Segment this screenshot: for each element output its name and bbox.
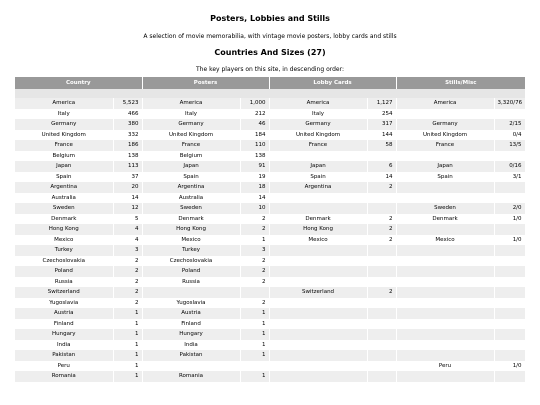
country-name: Germany bbox=[15, 119, 113, 130]
stills-count: 3/1 bbox=[494, 172, 525, 183]
country-name: United Kingdom bbox=[15, 130, 113, 141]
posters-count: 184 bbox=[240, 130, 269, 141]
lobby-country: Denmark bbox=[269, 214, 367, 225]
country-name: Sweden bbox=[15, 203, 113, 214]
lobby-country: United Kingdom bbox=[269, 130, 367, 141]
table-body bbox=[15, 89, 525, 382]
country-total: 20 bbox=[113, 182, 142, 193]
posters-country bbox=[142, 287, 240, 298]
posters-count: 46 bbox=[240, 119, 269, 130]
lobby-count: 317 bbox=[367, 119, 396, 130]
stills-count bbox=[494, 329, 525, 340]
lobby-count: 2 bbox=[367, 214, 396, 225]
stills-count bbox=[494, 109, 525, 120]
posters-country: Russia bbox=[142, 277, 240, 288]
posters-country: Pakistan bbox=[142, 350, 240, 361]
table-row bbox=[15, 140, 525, 151]
posters-country: Argentina bbox=[142, 182, 240, 193]
table-row bbox=[15, 277, 525, 288]
posters-country: Yugoslavia bbox=[142, 298, 240, 309]
posters-count: 2 bbox=[240, 277, 269, 288]
lobby-country bbox=[269, 266, 367, 277]
country-total: 138 bbox=[113, 151, 142, 162]
posters-count: 2 bbox=[240, 214, 269, 225]
posters-country: United Kingdom bbox=[142, 130, 240, 141]
country-total: 5 bbox=[113, 214, 142, 225]
stills-count bbox=[494, 245, 525, 256]
posters-count: 1,000 bbox=[240, 98, 269, 109]
country-name: Denmark bbox=[15, 214, 113, 225]
page-subtitle: A selection of movie memorabilia, with vintage movie posters, lobby cards and stills bbox=[143, 33, 397, 40]
table-row bbox=[15, 308, 525, 319]
country-name: France bbox=[15, 140, 113, 151]
posters-country: Austria bbox=[142, 308, 240, 319]
intro-text: The key players on this site, in descending order: bbox=[196, 66, 344, 73]
country-name: Yugoslavia bbox=[15, 298, 113, 309]
country-total: 12 bbox=[113, 203, 142, 214]
stills-country: Germany bbox=[396, 119, 494, 130]
stills-country bbox=[396, 151, 494, 162]
posters-country: France bbox=[142, 140, 240, 151]
lobby-count bbox=[367, 245, 396, 256]
country-name: Peru bbox=[15, 361, 113, 372]
stills-country bbox=[396, 319, 494, 330]
stills-country bbox=[396, 182, 494, 193]
country-name: Mexico bbox=[15, 235, 113, 246]
posters-country: Hungary bbox=[142, 329, 240, 340]
stills-count bbox=[494, 371, 525, 382]
posters-country: Czechoslovakia bbox=[142, 256, 240, 267]
lobby-country bbox=[269, 371, 367, 382]
lobby-country bbox=[269, 256, 367, 267]
stills-count bbox=[494, 256, 525, 267]
posters-country: Italy bbox=[142, 109, 240, 120]
country-name: Pakistan bbox=[15, 350, 113, 361]
posters-count: 2 bbox=[240, 266, 269, 277]
posters-country: Spain bbox=[142, 172, 240, 183]
lobby-country: France bbox=[269, 140, 367, 151]
table-row bbox=[15, 319, 525, 330]
posters-count: 18 bbox=[240, 182, 269, 193]
posters-country: Australia bbox=[142, 193, 240, 204]
page-title: Posters, Lobbies and Stills bbox=[210, 14, 330, 23]
table-row bbox=[15, 245, 525, 256]
lobby-count bbox=[367, 193, 396, 204]
posters-count: 19 bbox=[240, 172, 269, 183]
posters-country: Belgium bbox=[142, 151, 240, 162]
lobby-count bbox=[367, 203, 396, 214]
lobby-country: Switzerland bbox=[269, 287, 367, 298]
lobby-country bbox=[269, 350, 367, 361]
stills-country bbox=[396, 287, 494, 298]
stills-country bbox=[396, 245, 494, 256]
country-name: Argentina bbox=[15, 182, 113, 193]
posters-count: 91 bbox=[240, 161, 269, 172]
posters-country: Sweden bbox=[142, 203, 240, 214]
country-name: Austria bbox=[15, 308, 113, 319]
country-total: 186 bbox=[113, 140, 142, 151]
country-total: 4 bbox=[113, 224, 142, 235]
stills-count: 2/15 bbox=[494, 119, 525, 130]
country-total: 3 bbox=[113, 245, 142, 256]
posters-country: Turkey bbox=[142, 245, 240, 256]
country-name: India bbox=[15, 340, 113, 351]
country-total: 2 bbox=[113, 266, 142, 277]
posters-count: 1 bbox=[240, 350, 269, 361]
lobby-count: 58 bbox=[367, 140, 396, 151]
country-total: 5,523 bbox=[113, 98, 142, 109]
country-total: 37 bbox=[113, 172, 142, 183]
lobby-count bbox=[367, 151, 396, 162]
lobby-country bbox=[269, 319, 367, 330]
table-spacer-row bbox=[15, 89, 525, 98]
country-name: Japan bbox=[15, 161, 113, 172]
header-posters: Posters bbox=[142, 77, 269, 89]
lobby-count: 254 bbox=[367, 109, 396, 120]
posters-count: 212 bbox=[240, 109, 269, 120]
country-total: 113 bbox=[113, 161, 142, 172]
lobby-count bbox=[367, 308, 396, 319]
posters-count: 138 bbox=[240, 151, 269, 162]
countries-table bbox=[15, 77, 526, 382]
stills-country bbox=[396, 224, 494, 235]
table-row bbox=[15, 119, 525, 130]
posters-count: 1 bbox=[240, 235, 269, 246]
lobby-count: 2 bbox=[367, 235, 396, 246]
lobby-count: 2 bbox=[367, 287, 396, 298]
posters-country bbox=[142, 361, 240, 372]
table-row bbox=[15, 193, 525, 204]
stills-country bbox=[396, 266, 494, 277]
lobby-count: 144 bbox=[367, 130, 396, 141]
country-total: 1 bbox=[113, 361, 142, 372]
stills-country: Peru bbox=[396, 361, 494, 372]
country-total: 1 bbox=[113, 340, 142, 351]
lobby-country: Germany bbox=[269, 119, 367, 130]
stills-count bbox=[494, 193, 525, 204]
posters-country: Poland bbox=[142, 266, 240, 277]
country-name: Spain bbox=[15, 172, 113, 183]
posters-country: Finland bbox=[142, 319, 240, 330]
lobby-count bbox=[367, 361, 396, 372]
lobby-count bbox=[367, 319, 396, 330]
header-country: Country bbox=[15, 77, 142, 89]
lobby-count bbox=[367, 266, 396, 277]
country-total: 2 bbox=[113, 277, 142, 288]
stills-count: 2/0 bbox=[494, 203, 525, 214]
posters-country: Romania bbox=[142, 371, 240, 382]
posters-count: 1 bbox=[240, 340, 269, 351]
table-row bbox=[15, 329, 525, 340]
country-total: 1 bbox=[113, 308, 142, 319]
posters-country: America bbox=[142, 98, 240, 109]
country-name: Romania bbox=[15, 371, 113, 382]
stills-count bbox=[494, 308, 525, 319]
lobby-country: Mexico bbox=[269, 235, 367, 246]
stills-country: Mexico bbox=[396, 235, 494, 246]
stills-country bbox=[396, 371, 494, 382]
posters-count: 110 bbox=[240, 140, 269, 151]
country-total: 1 bbox=[113, 319, 142, 330]
posters-count: 2 bbox=[240, 224, 269, 235]
table-row bbox=[15, 371, 525, 382]
posters-country: Japan bbox=[142, 161, 240, 172]
lobby-country bbox=[269, 203, 367, 214]
stills-count: 13/5 bbox=[494, 140, 525, 151]
table-row bbox=[15, 361, 525, 372]
posters-country: Germany bbox=[142, 119, 240, 130]
lobby-country bbox=[269, 245, 367, 256]
country-total: 1 bbox=[113, 350, 142, 361]
lobby-count bbox=[367, 277, 396, 288]
country-total: 2 bbox=[113, 287, 142, 298]
country-name: Turkey bbox=[15, 245, 113, 256]
table-row bbox=[15, 235, 525, 246]
posters-country: India bbox=[142, 340, 240, 351]
stills-country: Japan bbox=[396, 161, 494, 172]
lobby-count bbox=[367, 298, 396, 309]
lobby-country: Hong Kong bbox=[269, 224, 367, 235]
stills-country: United Kingdom bbox=[396, 130, 494, 141]
posters-count: 14 bbox=[240, 193, 269, 204]
country-total: 380 bbox=[113, 119, 142, 130]
stills-count bbox=[494, 224, 525, 235]
table-row bbox=[15, 266, 525, 277]
table-row bbox=[15, 224, 525, 235]
posters-country: Mexico bbox=[142, 235, 240, 246]
stills-country: France bbox=[396, 140, 494, 151]
stills-count bbox=[494, 319, 525, 330]
stills-count: 1/0 bbox=[494, 235, 525, 246]
stills-country bbox=[396, 193, 494, 204]
stills-count bbox=[494, 287, 525, 298]
lobby-country bbox=[269, 329, 367, 340]
stills-count bbox=[494, 277, 525, 288]
posters-count: 1 bbox=[240, 371, 269, 382]
posters-count: 3 bbox=[240, 245, 269, 256]
stills-count: 1/0 bbox=[494, 214, 525, 225]
country-name: Italy bbox=[15, 109, 113, 120]
table-row bbox=[15, 109, 525, 120]
lobby-count bbox=[367, 256, 396, 267]
country-name: Hong Kong bbox=[15, 224, 113, 235]
stills-count bbox=[494, 266, 525, 277]
stills-count: 0/4 bbox=[494, 130, 525, 141]
lobby-count: 1,127 bbox=[367, 98, 396, 109]
table-row bbox=[15, 182, 525, 193]
stills-count: 1/0 bbox=[494, 361, 525, 372]
lobby-count bbox=[367, 350, 396, 361]
stills-country bbox=[396, 340, 494, 351]
lobby-country bbox=[269, 361, 367, 372]
table-row bbox=[15, 214, 525, 225]
stills-count bbox=[494, 340, 525, 351]
header-stills-misc: Stills/Misc bbox=[396, 77, 525, 89]
lobby-country bbox=[269, 151, 367, 162]
stills-country bbox=[396, 109, 494, 120]
country-name: Czechoslovakia bbox=[15, 256, 113, 267]
table-row bbox=[15, 151, 525, 162]
table-row bbox=[15, 172, 525, 183]
stills-count bbox=[494, 182, 525, 193]
lobby-country: Japan bbox=[269, 161, 367, 172]
lobby-country: Spain bbox=[269, 172, 367, 183]
lobby-country bbox=[269, 277, 367, 288]
stills-country: Denmark bbox=[396, 214, 494, 225]
lobby-country bbox=[269, 193, 367, 204]
table-row bbox=[15, 98, 525, 109]
country-total: 2 bbox=[113, 256, 142, 267]
posters-count bbox=[240, 287, 269, 298]
posters-count: 2 bbox=[240, 298, 269, 309]
lobby-country: Italy bbox=[269, 109, 367, 120]
posters-count: 1 bbox=[240, 308, 269, 319]
posters-count: 1 bbox=[240, 329, 269, 340]
country-total: 14 bbox=[113, 193, 142, 204]
lobby-country bbox=[269, 298, 367, 309]
table-row bbox=[15, 287, 525, 298]
stills-country: America bbox=[396, 98, 494, 109]
lobby-count: 2 bbox=[367, 224, 396, 235]
stills-country: Sweden bbox=[396, 203, 494, 214]
posters-count: 1 bbox=[240, 319, 269, 330]
country-total: 332 bbox=[113, 130, 142, 141]
lobby-count: 14 bbox=[367, 172, 396, 183]
table-row bbox=[15, 161, 525, 172]
stills-count bbox=[494, 350, 525, 361]
header-lobby-cards: Lobby Cards bbox=[269, 77, 396, 89]
posters-count: 10 bbox=[240, 203, 269, 214]
lobby-count: 2 bbox=[367, 182, 396, 193]
table-row bbox=[15, 350, 525, 361]
posters-country: Hong Kong bbox=[142, 224, 240, 235]
posters-count: 2 bbox=[240, 256, 269, 267]
table-row bbox=[15, 340, 525, 351]
stills-country: Spain bbox=[396, 172, 494, 183]
country-total: 4 bbox=[113, 235, 142, 246]
lobby-country bbox=[269, 308, 367, 319]
country-total: 1 bbox=[113, 329, 142, 340]
lobby-count bbox=[367, 340, 396, 351]
country-name: Finland bbox=[15, 319, 113, 330]
table-header-row bbox=[15, 77, 525, 89]
country-name: Belgium bbox=[15, 151, 113, 162]
stills-count: 0/16 bbox=[494, 161, 525, 172]
lobby-country: Argentina bbox=[269, 182, 367, 193]
stills-count bbox=[494, 298, 525, 309]
table-row bbox=[15, 298, 525, 309]
stills-country bbox=[396, 308, 494, 319]
stills-country bbox=[396, 277, 494, 288]
stills-count bbox=[494, 151, 525, 162]
table-row bbox=[15, 256, 525, 267]
country-total: 466 bbox=[113, 109, 142, 120]
lobby-country: America bbox=[269, 98, 367, 109]
stills-country bbox=[396, 350, 494, 361]
country-name: Hungary bbox=[15, 329, 113, 340]
country-name: America bbox=[15, 98, 113, 109]
country-name: Switzerland bbox=[15, 287, 113, 298]
section-heading: Countries And Sizes (27) bbox=[214, 48, 326, 57]
stills-country bbox=[396, 256, 494, 267]
country-name: Australia bbox=[15, 193, 113, 204]
lobby-count bbox=[367, 371, 396, 382]
lobby-count: 6 bbox=[367, 161, 396, 172]
lobby-country bbox=[269, 340, 367, 351]
country-total: 1 bbox=[113, 371, 142, 382]
stills-country bbox=[396, 329, 494, 340]
country-total: 2 bbox=[113, 298, 142, 309]
posters-country: Denmark bbox=[142, 214, 240, 225]
table-row bbox=[15, 203, 525, 214]
posters-count bbox=[240, 361, 269, 372]
stills-country bbox=[396, 298, 494, 309]
country-name: Poland bbox=[15, 266, 113, 277]
stills-count: 3,320/76 bbox=[494, 98, 525, 109]
country-name: Russia bbox=[15, 277, 113, 288]
table-row bbox=[15, 130, 525, 141]
lobby-count bbox=[367, 329, 396, 340]
